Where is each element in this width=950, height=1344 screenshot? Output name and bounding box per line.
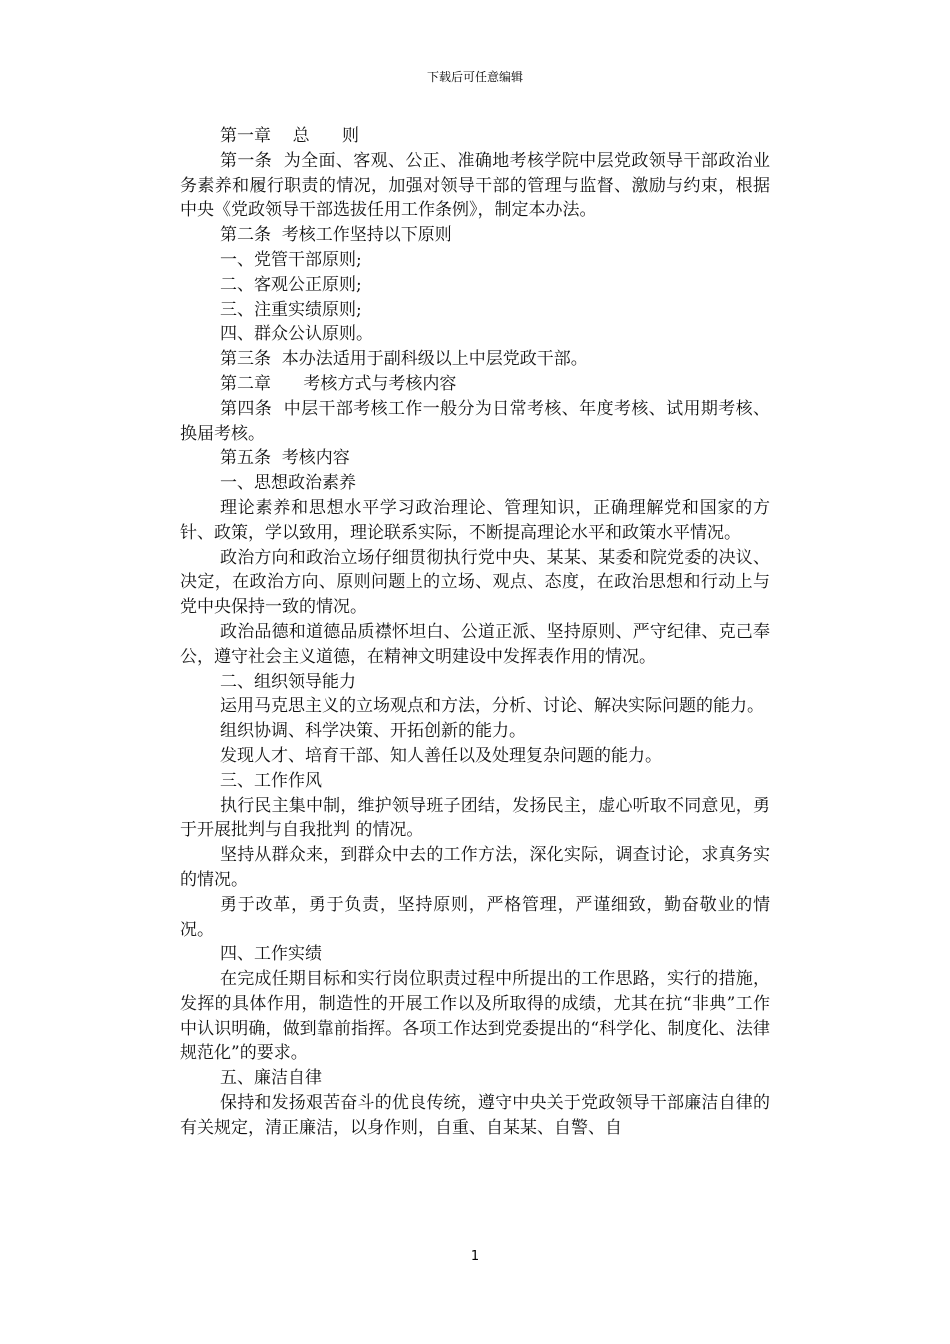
paragraph: 二、组织领导能力 <box>220 671 356 692</box>
paragraph: 政治方向和政治立场仔细贯彻执行党中央、某某、某委和院党委的决议、决定，在政治方向、原则问题上的立场、观点、态度，在政治思想和行动上与党中央保持一致的情况。 <box>180 547 770 618</box>
paragraph: 四、群众公认原则。 <box>220 324 373 345</box>
paragraph: 四、工作实绩 <box>220 944 322 965</box>
paragraph: 政治品德和道德品质襟怀坦白、公道正派、坚持原则、严守纪律、克己奉公，遵守社会主义道德，在精神文明建设中发挥表作用的情况。 <box>180 621 770 667</box>
paragraph: 勇于改革，勇于负责，坚持原则，严格管理，严谨细致，勤奋敬业的情况。 <box>180 894 770 940</box>
paragraph: 第一条 为全面、客观、公正、准确地考核学院中层党政领导干部政治业务素养和履行职责的情况，加强对领导干部的管理与监督、激励与约束，根据中央《党政领导干部选拔任用工作条例》，制定本办法。 <box>180 150 770 221</box>
paragraph: 一、党管干部原则; <box>220 249 362 270</box>
document-body <box>180 124 770 1141</box>
paragraph: 三、注重实绩原则; <box>220 299 362 320</box>
paragraph: 理论素养和思想水平学习政治理论、管理知识，正确理解党和国家的方针、政策，学以致用，理论联系实际，不断提高理论水平和政策水平情况。 <box>180 497 770 543</box>
paragraph: 组织协调、科学决策、开拓创新的能力。 <box>220 721 526 742</box>
paragraph: 第五条 考核内容 <box>220 448 350 469</box>
paragraph: 第二章 考核方式与考核内容 <box>220 373 457 394</box>
paragraph: 第一章 总 则 <box>220 126 360 146</box>
paragraph: 第二条 考核工作坚持以下原则 <box>220 225 452 246</box>
page-number: 1 <box>470 1249 480 1264</box>
paragraph: 五、廉洁自律 <box>220 1068 322 1089</box>
paragraph: 一、思想政治素养 <box>220 473 356 494</box>
page-header: 下载后可任意编辑 <box>426 70 523 84</box>
paragraph: 第四条 中层干部考核工作一般分为日常考核、年度考核、试用期考核、换届考核。 <box>180 398 770 444</box>
paragraph: 在完成任期目标和实行岗位职责过程中所提出的工作思路，实行的措施，发挥的具体作用，制造性的开展工作以及所取得的成绩，尤其在抗“非典”工作中认识明确，做到靠前指挥。各项工作达到党委提出的“科学化、制度化、法律规范化”的要求。 <box>180 969 770 1064</box>
paragraph: 发现人才、培育干部、知人善任以及处理复杂问题的能力。 <box>220 745 662 766</box>
paragraph: 运用马克思主义的立场观点和方法，分析、讨论、解决实际问题的能力。 <box>220 696 764 717</box>
paragraph: 第三条 本办法适用于副科级以上中层党政干部。 <box>220 349 588 370</box>
paragraph: 坚持从群众来，到群众中去的工作方法，深化实际，调查讨论，求真务实的情况。 <box>180 845 770 890</box>
paragraph: 三、工作作风 <box>220 770 322 791</box>
paragraph: 二、客观公正原则; <box>220 274 362 295</box>
paragraph: 执行民主集中制，维护领导班子团结，发扬民主，虚心听取不同意见，勇于开展批判与自我批判 的情况。 <box>180 795 770 841</box>
paragraph: 保持和发扬艰苦奋斗的优良传统，遵守中央关于党政领导干部廉洁自律的有关规定，清正廉洁，以身作则，自重、自某某、自警、自 <box>180 1093 770 1138</box>
